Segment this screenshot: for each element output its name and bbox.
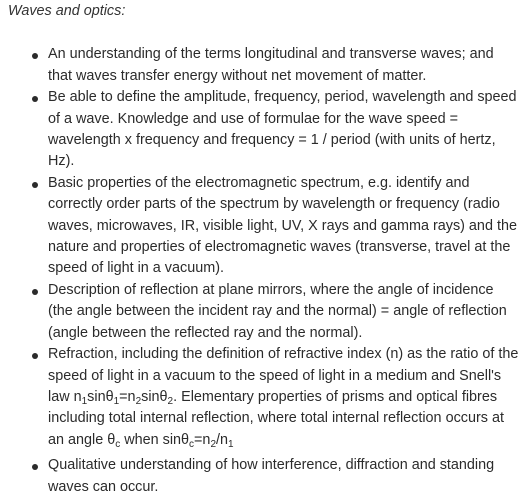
bullet-icon xyxy=(32,53,38,59)
subscript: 1 xyxy=(81,395,88,407)
section-heading: Waves and optics: xyxy=(8,3,126,19)
list-item-text-part: when sinθ xyxy=(120,431,190,448)
list-item xyxy=(36,173,520,280)
topic-list xyxy=(8,44,520,498)
list-item xyxy=(36,455,520,498)
list-item-text: Be able to define the amplitude, frequency, period, wavelength and speed of a wave. Knowledge and use of formulae for the wave speed = wavelength x frequency and frequency = 1 / period (with units of hertz, Hz). xyxy=(48,89,517,170)
list-item-text-part: sinθ xyxy=(141,388,168,405)
list-item-text-part: . Elementary properties of prisms and optical fibres including total internal reflection, where total internal reflection occurs at an angle θ xyxy=(48,388,504,448)
list-item xyxy=(36,344,520,451)
bullet-icon xyxy=(32,353,38,359)
subscript: 2 xyxy=(135,395,142,407)
subscript: c xyxy=(189,438,195,450)
list-item-text: Qualitative understanding of how interference, diffraction and standing waves can occur. xyxy=(48,457,495,495)
list-item-text-part: =n xyxy=(119,388,136,405)
list-item xyxy=(36,44,520,87)
list-item xyxy=(36,87,520,173)
bullet-icon xyxy=(32,96,38,102)
list-item-text-part: =n xyxy=(194,431,211,448)
subscript: 1 xyxy=(228,438,234,450)
list-item-text-part: sinθ xyxy=(87,388,114,405)
bullet-icon xyxy=(32,289,38,295)
subscript: 2 xyxy=(210,438,217,450)
list-item-text-part: Refraction, including the definition of refractive index (n) as the ratio of the speed of light in a vacuum to the speed of light in a medium and Snell's law n xyxy=(48,346,519,405)
bullet-icon xyxy=(32,182,38,188)
list-item-text: An understanding of the terms longitudinal and transverse waves; and that waves transfer energy without net movement of matter. xyxy=(48,46,494,84)
bullet-icon xyxy=(32,464,38,470)
subscript: 1 xyxy=(113,395,120,407)
subscript: c xyxy=(115,438,121,450)
list-item-text: Basic properties of the electromagnetic spectrum, e.g. identify and correctly order parts of the spectrum by wavelength or frequency (radio waves, microwaves, IR, visible light, UV, X rays and gamma rays) and the nature and properties of electromagnetic waves (transverse, travel at the speed of light in a vacuum). xyxy=(48,174,517,277)
list-item-text: Description of reflection at plane mirrors, where the angle of incidence (the angle between the incident ray and the normal) = angle of reflection (angle between the reflected ray and the normal). xyxy=(48,281,507,341)
list-item xyxy=(36,280,520,344)
subscript: 2 xyxy=(167,395,174,407)
list-item-text-part: /n xyxy=(216,431,229,448)
